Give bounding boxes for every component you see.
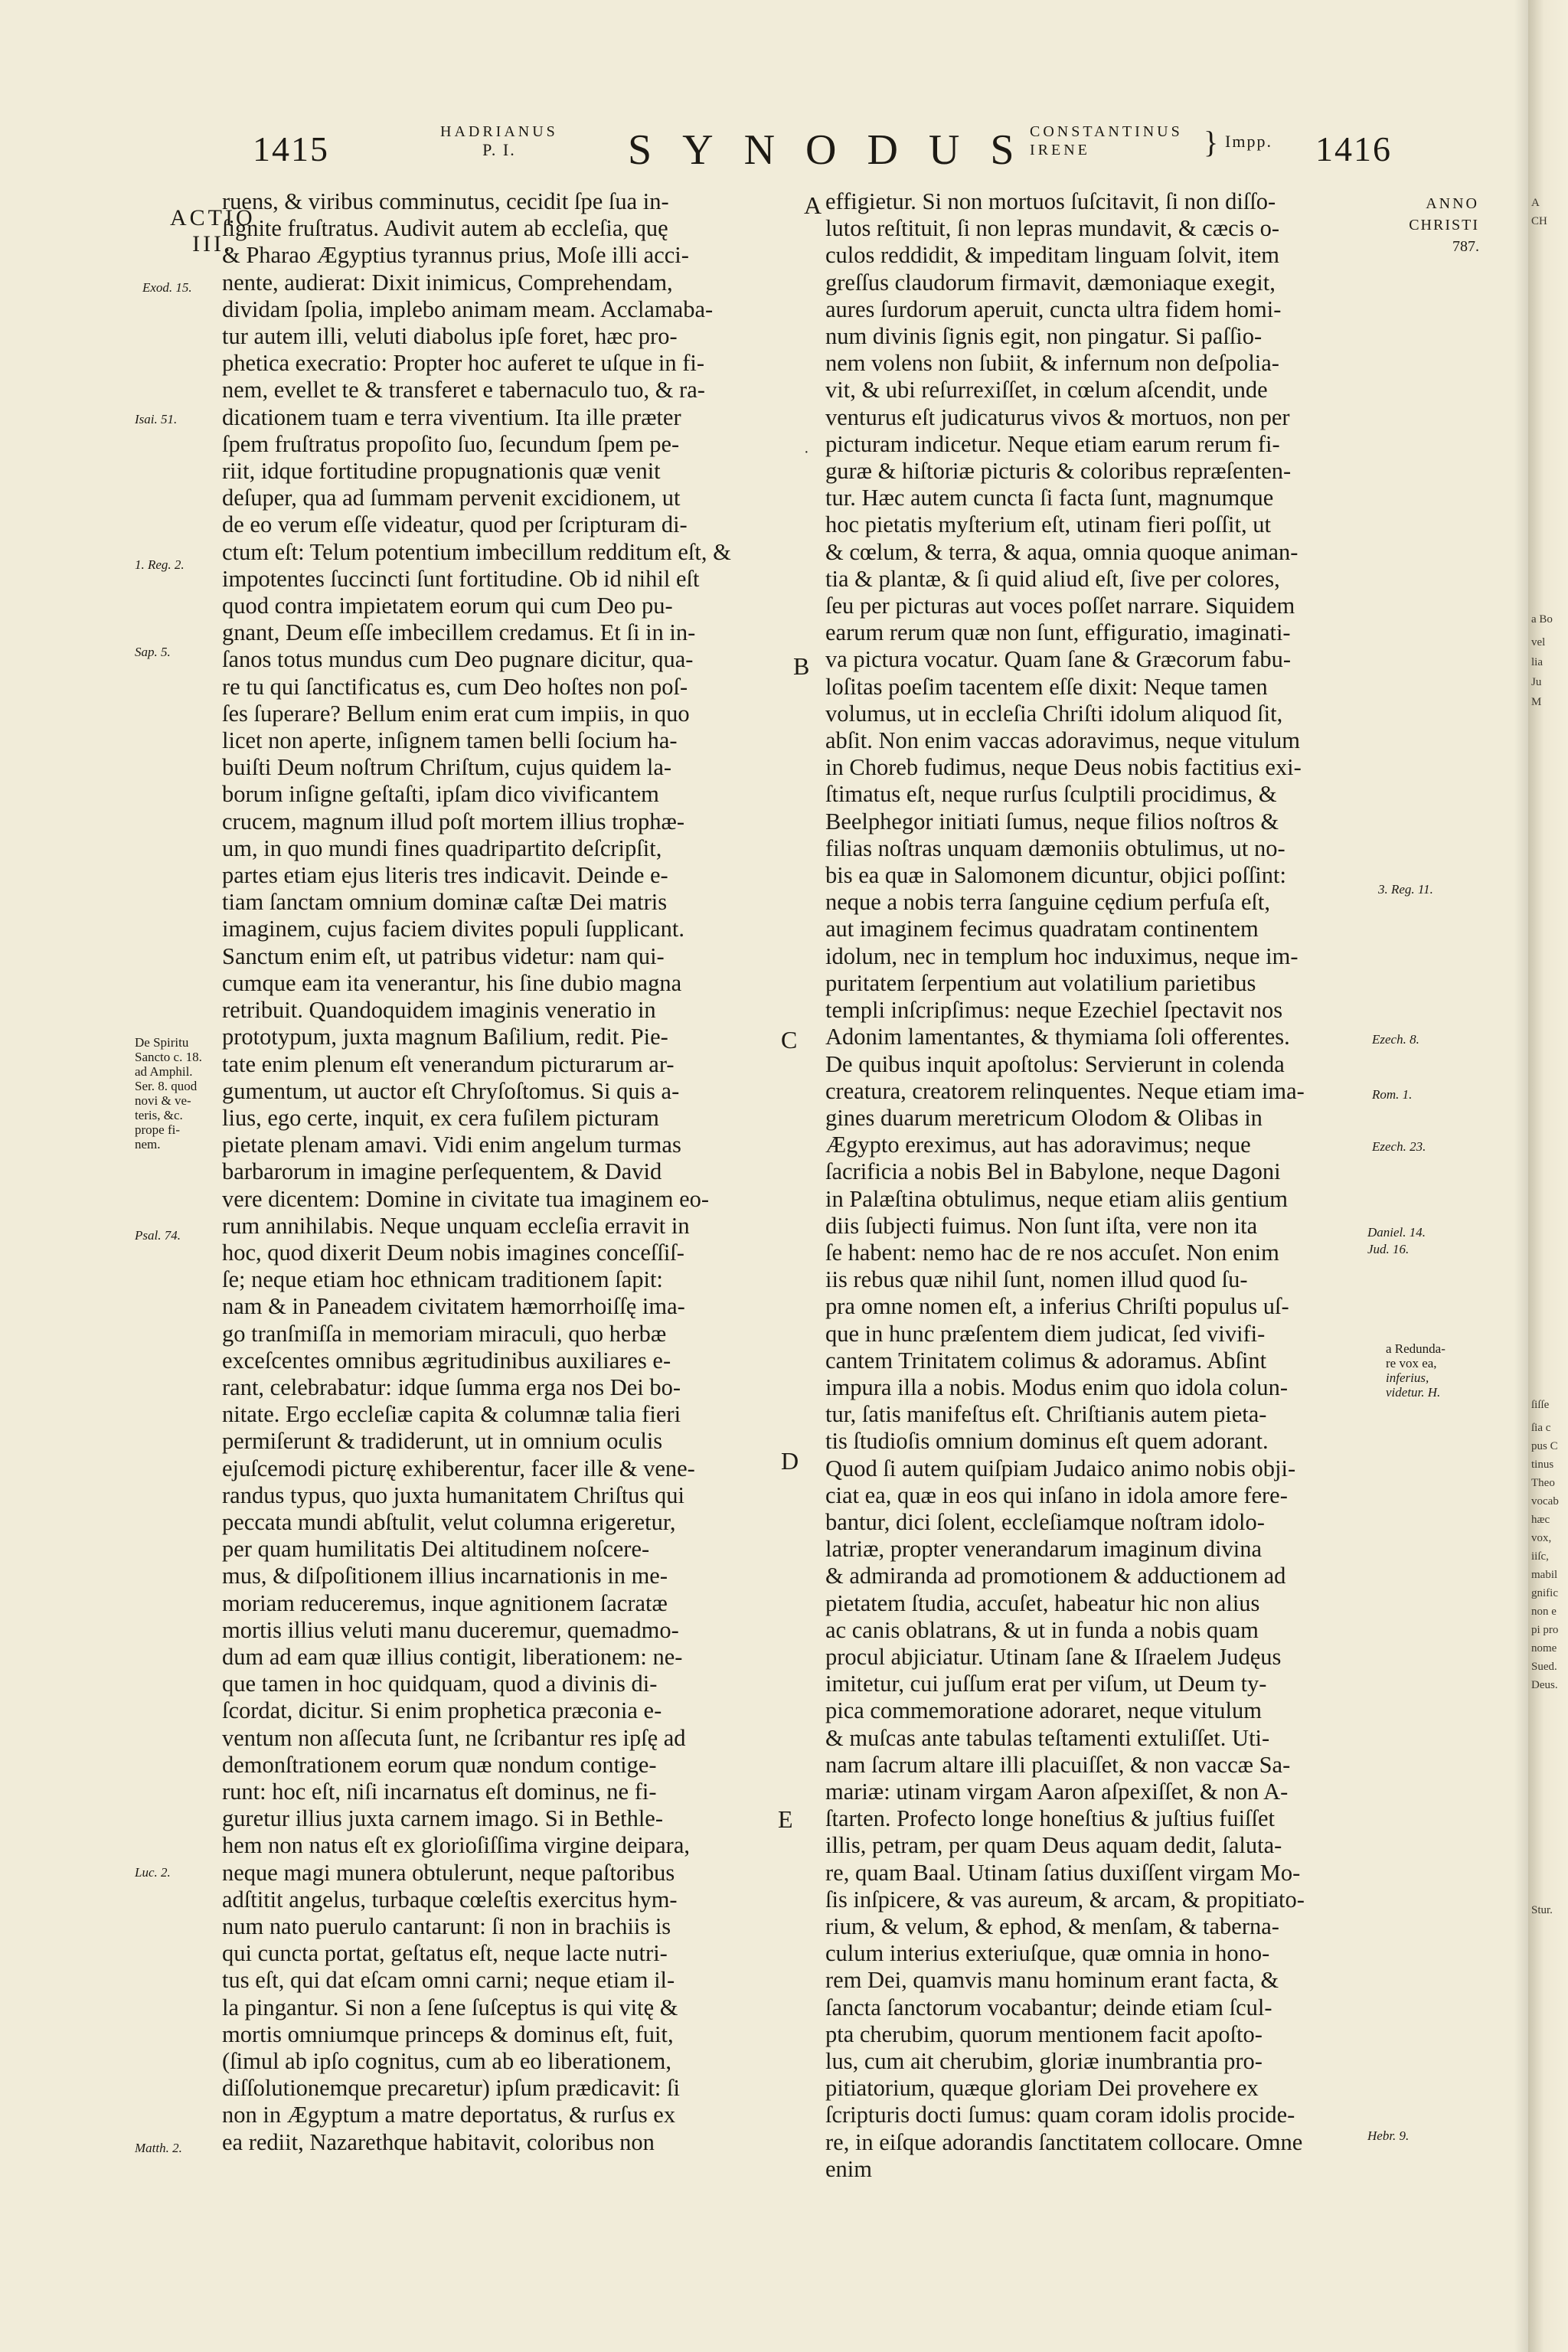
text-line: mariæ: utinam virgam Aaron aſpexiſſet, & non A- <box>825 1778 1289 1805</box>
text-line: re tu qui ſanctificatus es, cum Deo hoſtes non poſ- <box>222 673 688 700</box>
text-line: tis ſtudioſis omnium dominus eſt quem adorant. <box>825 1428 1269 1455</box>
margin-note: Luc. 2. <box>135 1865 171 1880</box>
text-line: dum ad eam quæ illius contigit, liberationem: ne- <box>222 1643 683 1670</box>
text-line: tus eſt, qui dat eſcam omni carni; neque etiam il- <box>222 1967 675 1994</box>
text-line: Quod ſi autem quiſpiam Judaico animo nobis obji- <box>825 1455 1296 1481</box>
text-line: de eo verum eſſe videatur, quod per ſcripturam di- <box>222 511 688 538</box>
text-line: tia & plantæ, & ſi quid aliud eſt, ſive per colores, <box>825 565 1280 592</box>
text-line: pta cherubim, quorum mentionem facit apoſto- <box>825 2020 1263 2047</box>
text-line: ſcordat, dicitur. Si enim prophetica præconia e- <box>222 1697 662 1724</box>
margin-note: Hebr. 9. <box>1367 2128 1410 2143</box>
text-line: lutos reſtituit, ſi non lepras mundavit, & cæcis o- <box>825 215 1279 242</box>
text-line: neque magi munera obtulerunt, neque paſtoribus <box>222 1859 675 1886</box>
bleed-fragment: Stur. <box>1531 1904 1553 1916</box>
text-line: adſtitit angelus, turbaque cœleſtis exercitus hym- <box>222 1886 678 1913</box>
bleed-fragment: Ju <box>1531 676 1542 688</box>
text-line: pietate plenam amavi. Vidi enim angelum turmas <box>222 1132 681 1158</box>
header-irene: IRENE <box>1030 142 1090 158</box>
bleed-fragment: Deus. <box>1531 1679 1558 1691</box>
bleed-fragment: gnific <box>1531 1587 1558 1599</box>
anno-year: 787. <box>1452 238 1479 255</box>
text-line: hoc, quod dixerit Deum nobis imagines conceſſiſ- <box>222 1239 684 1266</box>
text-line: Sanctum enim eſt, ut patribus videtur: nam qui- <box>222 942 665 969</box>
bleed-fragment: pus C <box>1531 1440 1558 1452</box>
bleed-fragment: vox, <box>1531 1532 1552 1544</box>
bleed-fragment: M <box>1531 696 1542 708</box>
text-line: nam ſacrum altare illi placuiſſet, & non vaccæ Sa- <box>825 1751 1291 1778</box>
bleed-fragment: non e <box>1531 1606 1557 1618</box>
margin-line: teris, &c. <box>135 1108 183 1122</box>
text-line: dicationem tuam e terra viventium. Ita ille præter <box>222 403 681 430</box>
bleed-fragment: vel <box>1531 636 1546 648</box>
margin-note: Ezech. 23. <box>1372 1139 1426 1154</box>
text-line: gnant, Deum eſſe imbecillem credamus. Et ſi in in- <box>222 619 696 646</box>
margin-note-despiritu <box>135 1035 202 1152</box>
bleed-fragment: hæc <box>1531 1514 1550 1526</box>
bleed-fragment: CH <box>1531 215 1547 227</box>
bleed-fragment: pi pro <box>1531 1624 1559 1636</box>
text-line: ac canis oblatrans, & ut in funda a nobis quam <box>825 1616 1259 1643</box>
header-pope <box>440 122 558 159</box>
bleed-fragment: nome <box>1531 1642 1557 1655</box>
text-line: & muſcas ante tabulas teſtamenti extuliſſet. Uti- <box>825 1724 1270 1751</box>
gutter-shadow <box>1514 0 1528 2352</box>
text-line: demonſtrationem eorum quæ nondum contige- <box>222 1751 657 1778</box>
text-line: num nato puerulo cantarunt: ſi non in brachiis is <box>222 1913 671 1939</box>
section-letter: E <box>778 1805 793 1833</box>
text-line: creatura, creatorem relinquentes. Neque etiam ima- <box>825 1077 1305 1104</box>
next-page-edge <box>1528 0 1568 2352</box>
text-line: pitiatorium, quæque gloriam Dei provehere ex <box>825 2075 1259 2102</box>
text-line: ſis inſpicere, & vas aureum, & arcam, & propitiato- <box>825 1886 1305 1913</box>
text-line: effigietur. Si non mortuos ſuſcitavit, ſi non diſſo- <box>825 188 1276 214</box>
text-line: rum annihilabis. Neque unquam eccleſia erravit in <box>222 1212 690 1239</box>
margin-note: 3. Reg. 11. <box>1378 882 1433 897</box>
text-line: abſit. Non enim vaccas adoravimus, neque vitulum <box>825 727 1301 754</box>
text-line: runt: hoc eſt, niſi incarnatus eſt dominus, ne fi- <box>222 1778 657 1805</box>
margin-note: Daniel. 14. <box>1367 1225 1426 1240</box>
text-line: ea rediit, Nazarethque habitavit, coloribus non <box>222 2128 655 2155</box>
running-title: SYNODUS <box>628 126 1045 174</box>
text-line: greſſus claudorum firmavit, dæmoniaque exegit, <box>825 269 1276 296</box>
section-letter: B <box>793 652 810 680</box>
text-line: dividam ſpolia, implebo animam meam. Acclamaba- <box>222 296 714 322</box>
bleed-fragment: lia <box>1531 656 1543 668</box>
text-line: exceſcentes omnibus ægritudinibus auxiliares e- <box>222 1347 671 1374</box>
section-letter: C <box>781 1026 798 1054</box>
text-line: cumque eam ita venerantur, his ſine dubio magna <box>222 969 682 996</box>
text-line: licet non aperte, inſignem tamen belli ſocium ha- <box>222 727 678 754</box>
text-line: hoc pietatis myſterium eſt, utinam fieri poſſit, ut <box>825 511 1271 538</box>
text-line: ſtarten. Profecto longe honeſtius & juſtius fuiſſet <box>825 1805 1276 1832</box>
christi-label: CHRISTI <box>1409 217 1479 234</box>
text-line: & cœlum, & terra, & aqua, omnia quoque animan- <box>825 538 1298 565</box>
header-hadrianus: HADRIANUS <box>440 123 558 140</box>
text-line: procul abjiciatur. Utinam ſane & Iſraelem Judęus <box>825 1643 1282 1670</box>
text-line: moriam reduceremus, inque agnitionem ſacratæ <box>222 1589 668 1616</box>
text-column-left <box>222 188 773 2156</box>
text-line: tur. Hæc autem cuncta ſi facta ſunt, magnumque <box>825 485 1274 511</box>
section-letter: D <box>781 1447 799 1475</box>
margin-line: videtur. H. <box>1386 1385 1441 1400</box>
text-line: retribuit. Quandoquidem imaginis veneratio in <box>222 997 656 1024</box>
margin-note: Rom. 1. <box>1372 1087 1413 1102</box>
bleed-fragment: mabil <box>1531 1569 1558 1581</box>
header-emperors <box>1030 122 1183 159</box>
margin-note: Matth. 2. <box>135 2141 182 2155</box>
margin-line: a Redunda- <box>1386 1341 1446 1356</box>
text-line: nem, evellet te & transferet e tabernaculo tuo, & ra- <box>222 377 705 403</box>
margin-line: re vox ea, <box>1386 1356 1437 1370</box>
bleed-fragment: vocab <box>1531 1495 1559 1508</box>
section-letter: A <box>804 191 822 219</box>
text-line: um, in quo mundi fines quadripartito deſcripſit, <box>222 835 662 861</box>
margin-note: Sap. 5. <box>135 645 171 659</box>
text-line: ruens, & viribus comminutus, cecidit ſpe ſua in- <box>222 188 669 214</box>
margin-line: Sancto c. 18. <box>135 1050 202 1064</box>
text-line: ſeu per picturas aut voces poſſet narrare. Siquidem <box>825 593 1295 619</box>
text-line: re, in eiſque adorandis ſanctitatem collocare. Omne <box>825 2128 1303 2155</box>
text-line: illis, petram, per quam Deus aquam dedit, ſaluta- <box>825 1832 1282 1859</box>
text-line: permiſerunt & tradiderunt, ut in omnium oculis <box>222 1428 663 1455</box>
text-line: prototypum, juxta magnum Baſilium, redit. Pie- <box>222 1024 668 1050</box>
text-line: ſe habent: nemo hac de re nos accuſet. Non enim <box>825 1239 1279 1266</box>
actio-label: ACTIO <box>170 205 256 230</box>
text-line: imaginem, cujus faciem divites populi ſupplicant. <box>222 916 684 942</box>
text-line: latriæ, propter venerandarum imaginum divina <box>825 1536 1263 1563</box>
text-line: pietatem ſtudia, accuſet, habeatur hic non alius <box>825 1589 1260 1616</box>
text-line: templi inſcripſimus: neque Ezechiel ſpectavit nos <box>825 997 1283 1024</box>
actio-number: III. <box>192 231 234 256</box>
text-line: que in hunc præſentem diem judicat, ſed vivifi- <box>825 1320 1266 1347</box>
text-line: pica commemoratione adoraret, neque vitulum <box>825 1697 1262 1724</box>
bleed-fragment: tinus <box>1531 1459 1554 1471</box>
text-line: enim <box>825 2155 872 2182</box>
text-line: imitetur, cui juſſum erat per viſum, ut Deum ty- <box>825 1671 1267 1697</box>
text-line: ſignite fruſtratus. Audivit autem ab eccleſia, quę <box>222 215 668 242</box>
text-line: buiſti Deum noſtrum Chriſtum, cujus quidem la- <box>222 754 672 781</box>
text-line: nem volens non ſubiit, & infernum non deſpolia- <box>825 350 1279 377</box>
text-line: filias noſtras unquam dæmoniis obtulimus, ut no- <box>825 835 1285 861</box>
text-line: Ægypto ereximus, aut has adoravimus; neque <box>825 1132 1251 1158</box>
text-line: crucem, magnum illud poſt mortem illius trophæ- <box>222 808 684 835</box>
text-line: gumentum, ut auctor eſt Chryſoſtomus. Si quis a- <box>222 1077 680 1104</box>
text-line: tur autem illi, veluti diabolus ipſe foret, hæc pro- <box>222 323 678 350</box>
text-line: ejuſcemodi picturę exhiberentur, facer ille & vene- <box>222 1455 695 1481</box>
text-line: barbarorum in imagine perſequentem, & David <box>222 1158 662 1185</box>
margin-line: De Spiritu <box>135 1035 189 1050</box>
text-line: rem Dei, quamvis manu hominum erant facta, & <box>825 1967 1279 1994</box>
text-line: pra omne nomen eſt, a inferius Chriſti populus uſ- <box>825 1293 1289 1320</box>
margin-line: Ser. 8. quod <box>135 1079 198 1093</box>
bleed-fragment: A <box>1531 197 1540 209</box>
text-line: & admiranda ad promotionem & adductionem ad <box>825 1563 1286 1589</box>
margin-note: Isai. 51. <box>135 412 178 426</box>
text-line: phetica execratio: Propter hoc auferet te uſque in fi- <box>222 350 705 377</box>
brace-icon: } <box>1204 125 1219 159</box>
text-line: nitate. Ergo eccleſiæ capita & columnæ talia fieri <box>222 1401 681 1428</box>
text-line: bis ea quæ in Salomonem dicuntur, objici poſſint: <box>825 862 1286 889</box>
text-line: ctum eſt: Telum potentium imbecillum redditum eſt, & <box>222 538 731 565</box>
text-line: non in Ægyptum a matre deportatus, & rurſus ex <box>222 2102 676 2128</box>
text-line: aures ſurdorum aperuit, cuncta ultra fidem homi- <box>825 296 1282 322</box>
text-line: rant, celebrabatur: idque ſumma erga nos Dei bo- <box>222 1374 681 1400</box>
text-line: borum inſigne geſtaſti, ipſam dico vivificantem <box>222 781 659 808</box>
text-line: num divinis ſignis egit, non pingatur. Si paſſio- <box>825 323 1263 350</box>
text-line: in Palæſtina obtulimus, neque etiam aliis gentium <box>825 1185 1288 1212</box>
text-line: impotentes ſuccincti ſunt fortitudine. Ob id nihil eſt <box>222 565 700 592</box>
text-line: lus, cum ait cherubim, gloriæ inumbrantia pro- <box>825 2048 1263 2075</box>
text-line: vere dicentem: Domine in civitate tua imaginem eo- <box>222 1185 710 1212</box>
margin-line: ad Amphil. <box>135 1064 193 1079</box>
text-line: ſcripturis docti ſumus: quam coram idolis procide- <box>825 2102 1295 2128</box>
bleed-fragment: ſiſſe <box>1531 1399 1550 1411</box>
text-column-right <box>825 188 1377 2183</box>
text-line: que tamen in hoc quidquam, quod a divinis di- <box>222 1671 658 1697</box>
margin-line: nem. <box>135 1137 161 1152</box>
text-line: riit, idque fortitudine propugnationis quæ venit <box>222 458 661 485</box>
text-line: hem non natus eſt ex glorioſiſſima virgine deipara, <box>222 1832 690 1859</box>
text-line: ſacrificia a nobis Bel in Babylone, neque Dagoni <box>825 1158 1281 1185</box>
text-line: qui cuncta portat, geſtatus eſt, neque lacte nutri- <box>222 1940 668 1967</box>
margin-note: Psal. 74. <box>135 1228 181 1243</box>
text-line: Adonim lamentantes, & thymiama ſoli offerentes. <box>825 1024 1290 1050</box>
text-line: culum interius exteriuſque, quæ omnia in hono- <box>825 1940 1270 1967</box>
bleed-fragment: Theo <box>1531 1477 1555 1489</box>
text-line: go tranſmiſſa in memoriam miraculi, quo herbæ <box>222 1320 667 1347</box>
margin-note: Exod. 15. <box>142 280 192 295</box>
text-line: diſſolutionemque precaretur) ipſum prædicavit: ſi <box>222 2075 680 2102</box>
bleed-fragment: Sued. <box>1531 1661 1557 1673</box>
text-line: ſes ſuperare? Bellum enim erat cum impiis, in quo <box>222 700 690 727</box>
margin-dot-icon: · <box>804 444 809 461</box>
page-number-right: 1416 <box>1315 129 1392 168</box>
text-line: loſitas poeſim tacentem eſſe dixit: Neque tamen <box>825 673 1268 700</box>
text-line: guræ & hiſtoriæ picturis & coloribus repræſenten- <box>825 458 1292 485</box>
text-line: & Pharao Ægyptius tyrannus prius, Moſe illi acci- <box>222 242 689 269</box>
text-line: earum rerum quæ non ſunt, effiguratio, imaginati- <box>825 619 1291 646</box>
text-line: aut imaginem fecimus quadratam continentem <box>825 916 1259 942</box>
text-line: tiam ſanctam omnium dominæ caſtæ Dei matris <box>222 889 668 916</box>
header-pope-num: P. I. <box>482 140 516 159</box>
text-line: ſpem fruſtratus propoſito ſuo, ſecundum ſpem pe- <box>222 430 680 457</box>
text-line: De quibus inquit apoſtolus: Servierunt in colenda <box>825 1050 1285 1077</box>
text-line: gines duarum meretricum Olodom & Olibas in <box>825 1104 1263 1131</box>
text-line: per quam humilitatis Dei altitudinem noſcere- <box>222 1536 650 1563</box>
text-line: iis rebus quæ nihil ſunt, nomen illud quod ſu- <box>825 1266 1248 1293</box>
text-line: Beelphegor initiati ſumus, neque filios noſtros & <box>825 808 1279 835</box>
margin-line: inferius, <box>1386 1370 1429 1385</box>
bleed-fragment: iiſc, <box>1531 1550 1549 1563</box>
text-line: lius, ego certe, inquit, ex cera fuſilem picturam <box>222 1104 659 1131</box>
text-line: in Choreb fudimus, neque Deus nobis factitius exi- <box>825 754 1302 781</box>
margin-note: Ezech. 8. <box>1372 1032 1419 1047</box>
text-line: ſe; neque etiam hoc ethnicam traditionem ſapit: <box>222 1266 663 1293</box>
text-line: peccata mundi abſtulit, velut columna erigeretur, <box>222 1508 676 1535</box>
text-line: vit, & ubi reſurrexiſſet, in cœlum aſcendit, unde <box>825 377 1268 403</box>
text-line: mortis illius veluti manu duceremur, quemadmo- <box>222 1616 679 1643</box>
text-line: cantem Trinitatem colimus & adoramus. Abſint <box>825 1347 1267 1374</box>
text-line: volumus, ut in eccleſia Chriſti idolum aliquod ſit, <box>825 700 1283 727</box>
bleed-fragment: a Bo <box>1531 613 1553 626</box>
text-line: partes etiam ejus literis tres indicavit. Deinde e- <box>222 862 668 889</box>
text-line: mortis omniumque princeps & dominus eſt, fuit, <box>222 2020 674 2047</box>
text-line: bantur, dici ſolent, eccleſiamque noſtram idolo- <box>825 1508 1265 1535</box>
text-line: la pingantur. Si non a ſene ſuſceptus is qui vitę & <box>222 1994 678 2020</box>
text-line: venturus eſt judicaturus vivos & mortuos, non per <box>825 403 1290 430</box>
text-line: impura illa a nobis. Modus enim quo idola colun- <box>825 1374 1288 1400</box>
text-line: ſanos totus mundus cum Deo pugnare dicitur, qua- <box>222 646 694 673</box>
anno-label: ANNO <box>1426 195 1479 212</box>
text-line: ſtimatus eſt, neque rurſus ſculptili procidimus, & <box>825 781 1277 808</box>
margin-line: prope fi- <box>135 1122 181 1137</box>
text-line: (ſimul ab ipſo cognitus, cum ab eo liberationem, <box>222 2048 671 2075</box>
text-line: ciat ea, quæ in eos qui inſano in idola amore fere- <box>825 1481 1288 1508</box>
text-line: picturam indicetur. Neque etiam earum rerum fi- <box>825 430 1280 457</box>
margin-line: novi & ve- <box>135 1093 191 1108</box>
text-line: nente, audierat: Dixit inimicus, Comprehendam, <box>222 269 673 296</box>
text-line: idolum, nec in templum hoc induximus, neque im- <box>825 942 1298 969</box>
header-impp: Impp. <box>1225 132 1272 151</box>
text-line: culos reddidit, & impeditam linguam ſolvit, item <box>825 242 1279 269</box>
header-constantinus: CONSTANTINUS <box>1030 123 1183 140</box>
text-line: ventum non aſſecuta ſunt, ne ſcribantur res ipſę ad <box>222 1724 686 1751</box>
text-line: tur, ſatis manifeſtus eſt. Chriſtianis autem pieta- <box>825 1401 1267 1428</box>
margin-note: Jud. 16. <box>1367 1242 1410 1256</box>
text-line: mus, & diſpoſitionem illius incarnationis in me- <box>222 1563 668 1589</box>
text-line: quod contra impietatem eorum qui cum Deo pu- <box>222 593 673 619</box>
text-line: tate enim plenum eſt venerandum picturarum ar- <box>222 1050 675 1077</box>
text-line: va pictura vocatur. Quam ſane & Græcorum fabu- <box>825 646 1292 673</box>
text-line: diis ſubjecti fuimus. Non ſunt iſta, vere non ita <box>825 1212 1258 1239</box>
margin-note-redundare <box>1386 1341 1446 1400</box>
page-number-left: 1415 <box>253 129 329 168</box>
text-line: ſancta ſanctorum vocabantur; deinde etiam ſcul- <box>825 1994 1272 2020</box>
text-line: neque a nobis terra ſanguine cędium perfuſa eſt, <box>825 889 1270 916</box>
text-line: re, quam Baal. Utinam ſatius duxiſſent virgam Mo- <box>825 1859 1301 1886</box>
text-line: guretur illius juxta carnem imago. Si in Bethle- <box>222 1805 663 1832</box>
anno-christi <box>1393 193 1479 257</box>
bleed-fragment: ſia c <box>1531 1422 1551 1434</box>
text-line: rium, & velum, & ephod, & menſam, & taberna- <box>825 1913 1279 1939</box>
text-line: deſuper, qua ad ſummam pervenit excidionem, ut <box>222 485 681 511</box>
text-line: nam & in Paneadem civitatem hæmorrhoiſſę ima- <box>222 1293 685 1320</box>
margin-note: 1. Reg. 2. <box>135 557 185 572</box>
text-line: puritatem ſerpentium aut volatilium parietibus <box>825 969 1256 996</box>
text-line: randus typus, quo juxta humanitatem Chriſtus qui <box>222 1481 685 1508</box>
running-header <box>0 122 1568 184</box>
